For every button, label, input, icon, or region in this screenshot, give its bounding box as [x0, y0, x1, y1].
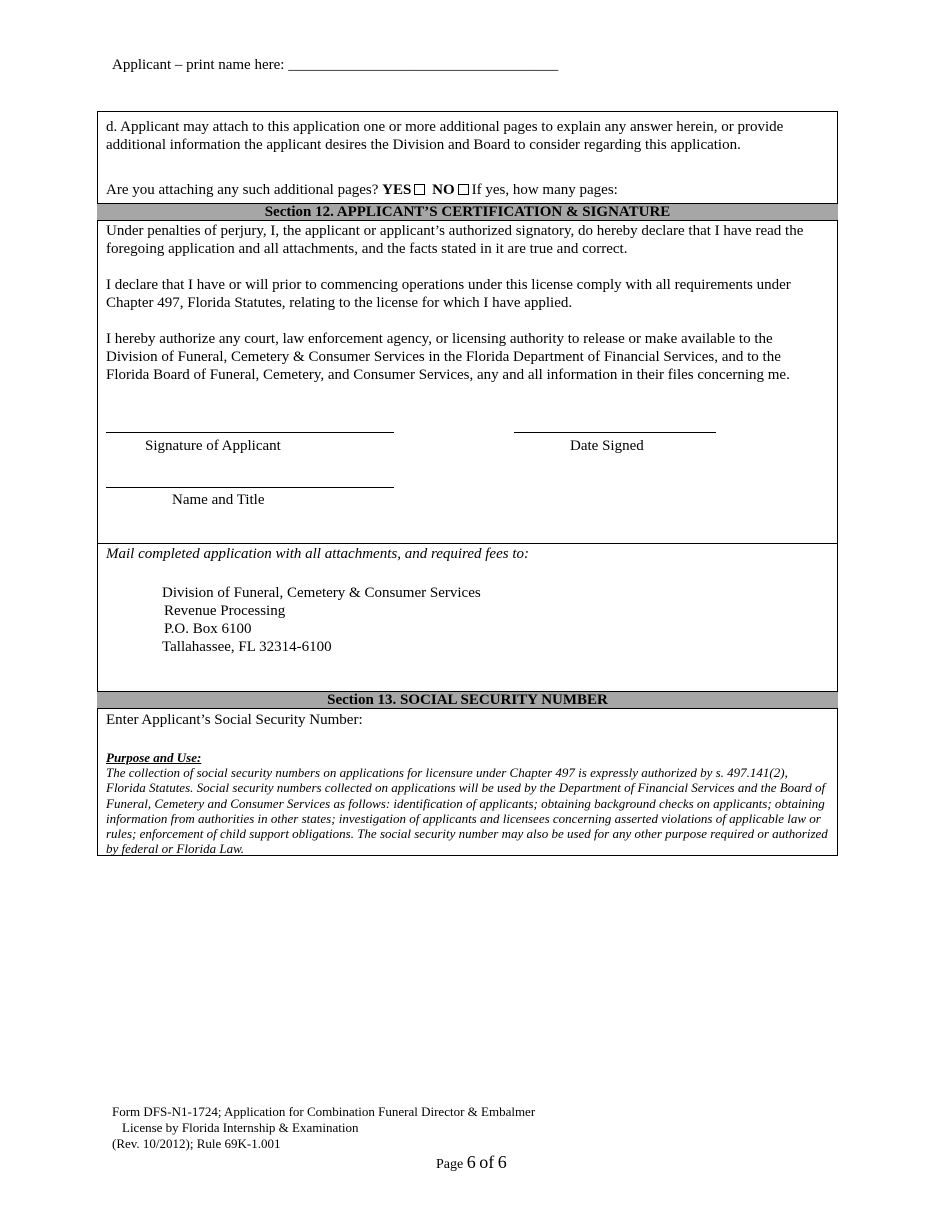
date-signed-label: Date Signed [570, 438, 644, 454]
print-name-label: Applicant – print name here: [112, 57, 285, 73]
page-prefix: Page [436, 1157, 464, 1172]
signature-label: Signature of Applicant [145, 438, 281, 454]
page-current: 6 [466, 1152, 476, 1172]
purpose-body: The collection of social security numbers on applications for licensure under Chapter 497 is expressly authorized by s. 497.141(2), Florida Statutes. Social security numbers collected on applications will be used by the Department of Financial Services and the Board of Funeral, Cemetery and Consumer Services as follows: identification of applicants; obtaining background checks on applicants; obtaining information from authorities in other states; investigation of applicants and licensees concerning asserted violations of applicable law or rules; enforcement of child support obligations. The social security number may also be used for any other purpose required or authorized by federal or Florida Law. [106, 765, 828, 857]
mail-address [162, 584, 481, 656]
certification-paragraph-2: I declare that I have or will prior to commencing operations under this license comply with all requirements under Chapter 497, Florida Statutes, relating to the license for which I have applied. [106, 277, 791, 311]
address-line: Revenue Processing [164, 603, 286, 619]
name-title-label: Name and Title [172, 492, 265, 508]
yes-label: YES [382, 182, 412, 198]
mail-divider [97, 543, 838, 544]
attach-question: Are you attaching any such additional pages? [106, 182, 379, 198]
certification-paragraph-3: I hereby authorize any court, law enforcement agency, or licensing authority to release or make available to the Division of Funeral, Cemetery & Consumer Services in the Florida Department of Financial Services, and to the Florida Board of Funeral, Cemetery, and Consumer Services, any and all information in their files concerning me. [106, 331, 790, 383]
footer-line-1: Form DFS-N1-1724; Application for Combination Funeral Director & Embalmer [112, 1104, 536, 1119]
section-13-header: Section 13. SOCIAL SECURITY NUMBER [97, 691, 838, 709]
mail-instruction: Mail completed application with all attachments, and required fees to: [106, 546, 529, 562]
address-line: Tallahassee, FL 32314-6100 [162, 639, 332, 655]
page-number [436, 1152, 507, 1173]
purpose-title: Purpose and Use: [106, 750, 202, 765]
section-12-header: Section 12. APPLICANT’S CERTIFICATION & SIGNATURE [97, 203, 838, 221]
name-title-line[interactable] [106, 487, 394, 488]
page-total: 6 [497, 1152, 507, 1172]
attach-paragraph: d. Applicant may attach to this application one or more additional pages to explain any answer herein, or provide additional information the applicant desires the Division and Board to consider regarding this application. [106, 119, 784, 153]
signature-line[interactable] [106, 432, 394, 433]
how-many-label: If yes, how many pages: [471, 182, 618, 198]
footer-line-2: License by Florida Internship & Examination [122, 1120, 359, 1135]
print-name-row [112, 56, 558, 74]
address-line: P.O. Box 6100 [164, 621, 252, 637]
attach-question-row [106, 181, 826, 199]
print-name-field[interactable]: ____________________________________ [288, 57, 559, 73]
no-label: NO [432, 182, 455, 198]
ssn-prompt: Enter Applicant’s Social Security Number: [106, 712, 363, 728]
no-checkbox[interactable] [458, 184, 469, 195]
form-footer [112, 1104, 535, 1152]
page-of: of [479, 1152, 495, 1172]
date-signed-line[interactable] [514, 432, 716, 433]
yes-checkbox[interactable] [414, 184, 425, 195]
footer-line-3: (Rev. 10/2012); Rule 69K-1.001 [112, 1136, 281, 1151]
address-line: Division of Funeral, Cemetery & Consumer Services [162, 585, 481, 601]
certification-paragraph-1: Under penalties of perjury, I, the applicant or applicant’s authorized signatory, do hereby declare that I have read the foregoing application and all attachments, and the facts stated in it are true and correct. [106, 223, 804, 257]
